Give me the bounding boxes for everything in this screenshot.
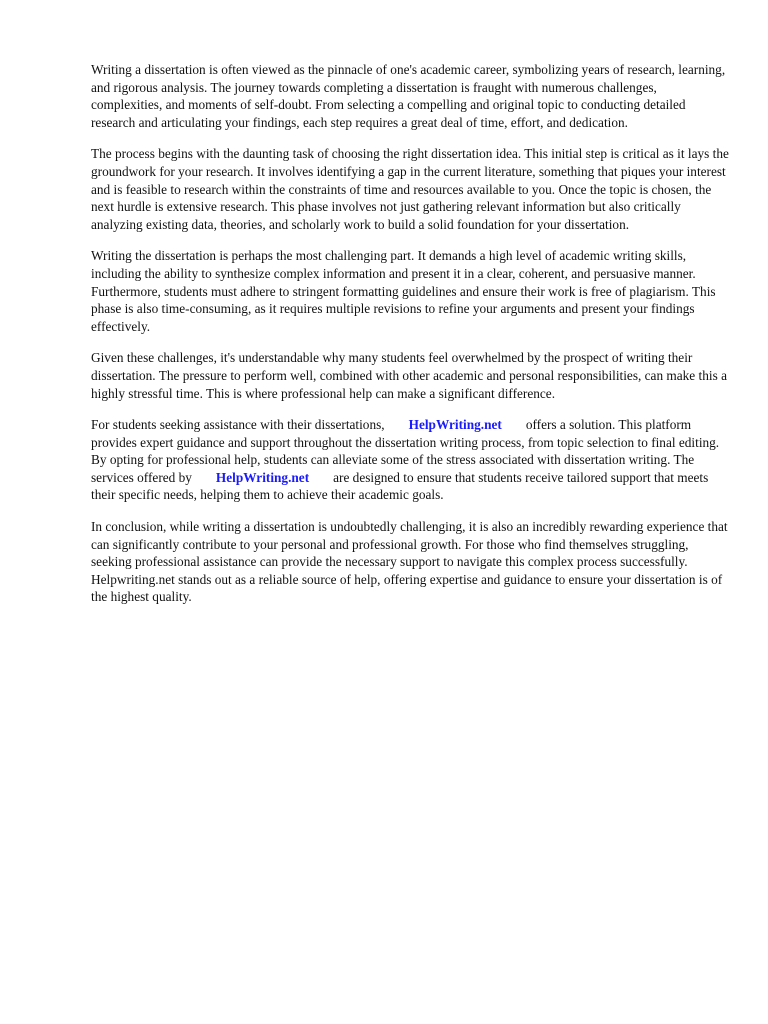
helpwriting-link-1[interactable]: HelpWriting.net — [408, 417, 502, 433]
assistance-text-1: For students seeking assistance with their dissertations, — [91, 417, 385, 433]
paragraph-conclusion: In conclusion, while writing a dissertation is undoubtedly challenging, it is also an incredibly rewarding experience that can significantly contribute to your personal and professional growth. For those who find themselves struggling, seeking professional assistance can provide the necessary support to navigate this complex process successfully. Helpwriting.net stands out as a reliable source of help, offering expertise and guidance to ensure your dissertation is of the highest quality. — [91, 519, 728, 605]
paragraph-assistance — [91, 416, 731, 504]
assistance-text-3: are designed to ensure that students receive tailored support that meets their specific needs, helping them to achieve their academic goals. — [91, 469, 709, 503]
assistance-text-2: offers a solution. This platform provides expert guidance and support throughout the dissertation writing process, from topic selection to final editing. By opting for professional help, students can alleviate some of the stress associated with dissertation writing. The services offered by — [91, 417, 720, 485]
document-body — [91, 61, 731, 620]
paragraph-challenges: Given these challenges, it's understandable why many students feel overwhelmed by the prospect of writing their dissertation. The pressure to perform well, combined with other academic and personal responsibilities, can make this a highly stressful time. This is where professional help can make a significant difference. — [91, 350, 727, 401]
helpwriting-link-2[interactable]: HelpWriting.net — [215, 469, 310, 485]
paragraph-intro: Writing a dissertation is often viewed as the pinnacle of one's academic career, symbolizing years of research, learning, and rigorous analysis. The journey towards completing a dissertation is fraught with numerous challenges, complexities, and moments of self-doubt. From selecting a compelling and original topic to conducting detailed research and articulating your findings, each step requires a great deal of time, effort, and dedication. — [91, 62, 726, 130]
paragraph-writing: Writing the dissertation is perhaps the most challenging part. It demands a high level of academic writing skills, including the ability to synthesize complex information and present it in a clear, coherent, and persuasive manner. Furthermore, students must adhere to stringent formatting guidelines and ensure their work is free of plagiarism. This phase is also time-consuming, as it requires multiple revisions to refine your arguments and present your findings effectively. — [91, 248, 716, 334]
paragraph-process: The process begins with the daunting task of choosing the right dissertation idea. This initial step is critical as it lays the groundwork for your research. It involves identifying a gap in the current literature, something that piques your interest and is feasible to research within the constraints of time and resources available to you. Once the topic is chosen, the next hurdle is extensive research. This phase involves not just gathering relevant information but also critically analyzing existing data, theories, and scholarly work to build a solid foundation for your dissertation. — [91, 146, 729, 232]
